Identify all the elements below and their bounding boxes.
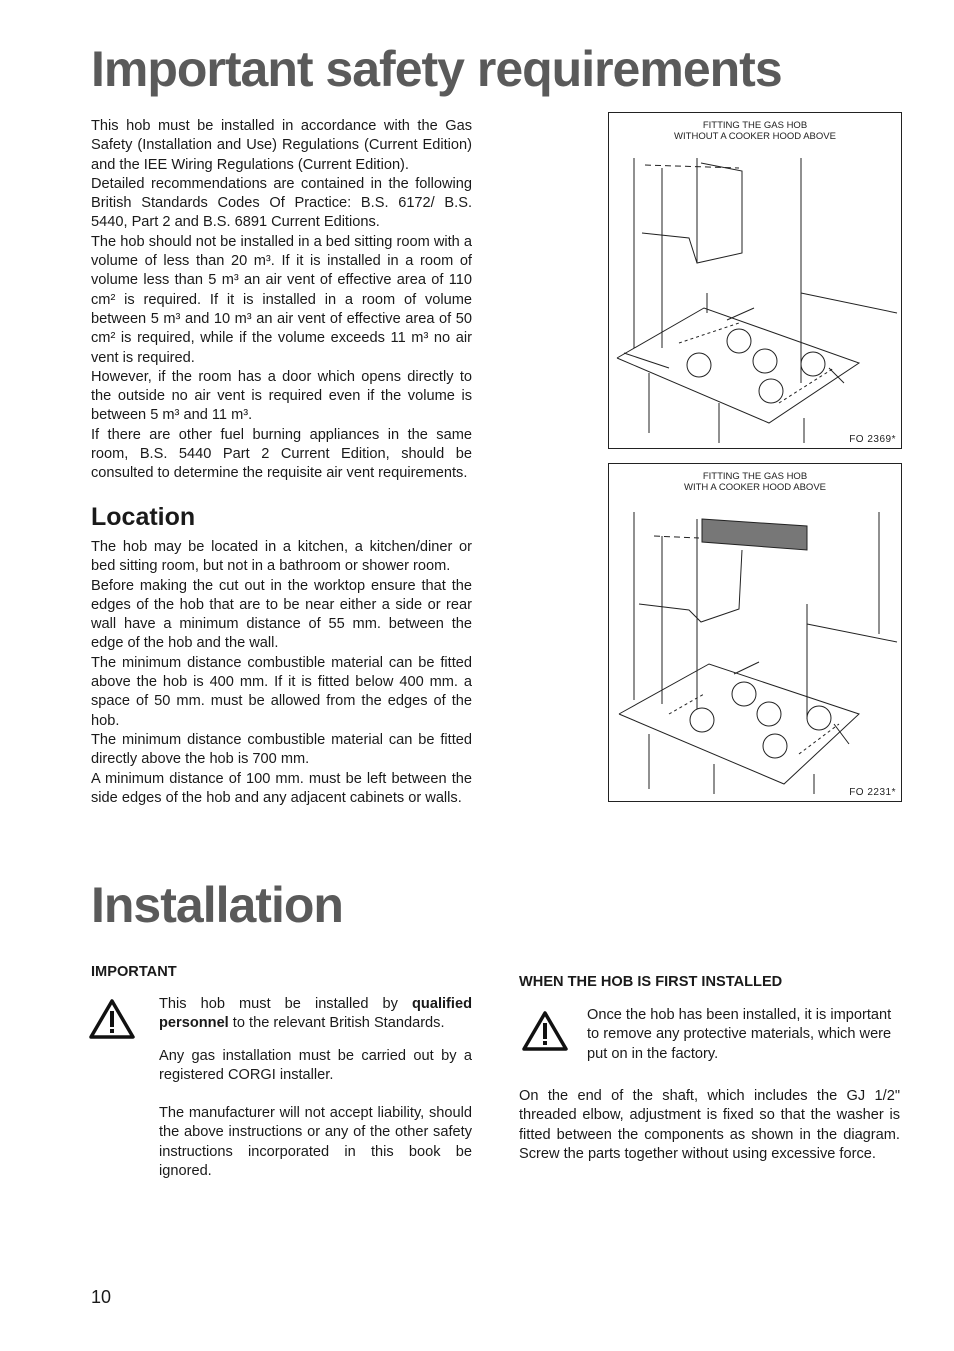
first-installed-heading: WHEN THE HOB IS FIRST INSTALLED [519,974,783,990]
first-installed-text [519,1087,900,1164]
paragraph: A minimum distance of 100 mm. must be left between the side edges of the hob and any adjacent cabinets or walls. [91,770,472,806]
paragraph: Before making the cut out in the worktop ensure that the edges of the hob that are to be near either a side or rear wall have a minimum distance of 55 mm. between the edge of the hob and the wall. [91,577,472,652]
paragraph: The manufacturer will not accept liability, should the above instructions or any of the other safety instructions incorporated in this book be ignored. [159,1105,472,1180]
paragraph: However, if the room has a door which opens directly to the outside no air vent is required even if the volume is between 5 m³ and 11 m³. [91,368,472,424]
location-title: Location [91,503,196,531]
location-text [91,538,472,808]
caption-line: FITTING THE GAS HOB [702,120,808,131]
caption-line: WITH A COOKER HOOD ABOVE [684,482,826,493]
figure-hob-with-hood [608,463,902,802]
paragraph: The minimum distance combustible material can be fitted directly above the hob is 700 mm. [91,731,472,768]
paragraph: Any gas installation must be carried out by a registered CORGI installer. [159,1047,472,1083]
figure-caption [609,120,901,142]
first-installed-note [587,1006,900,1064]
safety-text [91,117,472,484]
paragraph: On the end of the shaft, which includes the GJ 1/2" threaded elbow, adjustment is fixed so that the washer is fitted between the components as shown in the diagram. Screw the parts together without using excessive force. [519,1088,900,1162]
paragraph: This hob must be installed by qualified personnel to the relevant British Standards. [159,996,472,1032]
paragraph: The minimum distance combustible material can be fitted above the hob is 400 mm. If it is fitted below 400 mm. a space of 50 mm. must be allowed from the edges of the hob. [91,654,472,729]
warning-icon [88,998,136,1040]
warning-icon [521,1010,569,1052]
paragraph: The hob should not be installed in a bed sitting room with a volume of less than 20 m³. If it is installed in a room of volume less than 5 m³ an air vent of effective area of 110 cm² is required. If it is installed in a room of volume between 5 m³ and 10 m³ an air vent of effective area of 50 cm² is required, while if the volume exceeds 11 m³ no air vent is required. [91,233,472,366]
important-heading: IMPORTANT [91,964,177,980]
paragraph: Once the hob has been installed, it is important to remove any protective materials, which were put on in the factory. [587,1007,892,1062]
hob-diagram-illustration [609,113,901,448]
installation-title: Installation [91,877,343,933]
safety-title: Important safety requirements [91,41,782,97]
paragraph: The hob may be located in a kitchen, a kitchen/diner or bed sitting room, but not in a bathroom or shower room. [91,539,472,575]
caption-line: FITTING THE GAS HOB [702,471,808,482]
figure-hob-without-hood [608,112,902,449]
figure-caption [609,471,901,493]
figure-code: FO 2231* [849,787,896,798]
important-text [159,995,472,1181]
paragraph: This hob must be installed in accordance with the Gas Safety (Installation and Use) Regulations (Current Edition) and the IEE Wiring Regulations (Current Edition). [91,118,472,173]
caption-line: WITHOUT A COOKER HOOD ABOVE [674,131,836,142]
paragraph: Detailed recommendations are contained in the following British Standards Codes Of Practice: B.S. 6172/ B.S. 5440, Part 2 and B.S. 6891 Current Editions. [91,175,472,231]
page-number: 10 [91,1287,112,1307]
figure-code: FO 2369* [849,434,896,445]
emphasis: qualified personnel [159,996,472,1032]
hob-diagram-illustration [609,464,901,801]
paragraph: If there are other fuel burning appliances in the same room, B.S. 5440 Part 2 Current Edition, should be consulted to determine the requisite air vent requirements. [91,426,472,482]
